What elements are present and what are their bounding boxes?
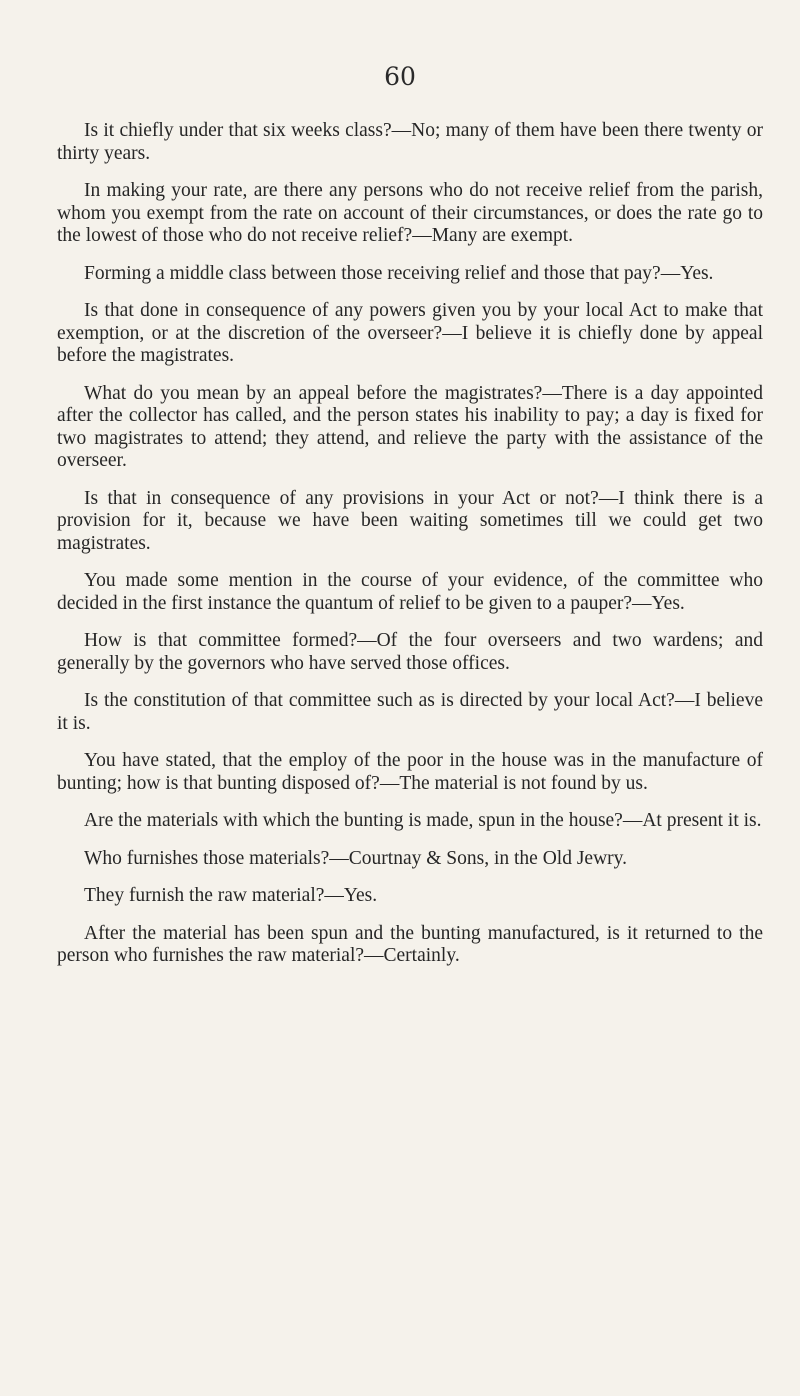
paragraph: Is the constitution of that committee such as is directed by your local Act?—I believe it is. xyxy=(57,690,763,734)
paragraph: How is that committee formed?—Of the four overseers and two wardens; and generally by the governors who have served those offices. xyxy=(57,630,763,674)
paragraph: You made some mention in the course of your evidence, of the committee who decided in the first instance the quantum of relief to be given to a pauper?—Yes. xyxy=(57,570,763,614)
paragraph: They furnish the raw material?—Yes. xyxy=(84,885,378,906)
paragraph: You have stated, that the employ of the poor in the house was in the manufacture of bunting; how is that bunting disposed of?—The material is not found by us. xyxy=(57,750,763,794)
paragraph: Are the materials with which the bunting is made, spun in the house?—At present it is. xyxy=(84,810,762,831)
paragraph: Is that in consequence of any provisions in your Act or not?—I think there is a provision for it, because we have been waiting sometimes till we could get two magistrates. xyxy=(57,487,763,554)
testimony-text xyxy=(57,120,763,983)
paragraph: Is it chiefly under that six weeks class?—No; many of them have been there twenty or thirty years. xyxy=(57,120,763,164)
page-number: 60 xyxy=(384,62,416,91)
paragraph: In making your rate, are there any persons who do not receive relief from the parish, whom you exempt from the rate on account of their circumstances, or does the rate go to the lowest of those who do not receive relief?—Many are exempt. xyxy=(57,180,763,246)
paragraph: Who furnishes those materials?—Courtnay & Sons, in the Old Jewry. xyxy=(84,847,628,869)
paragraph: What do you mean by an appeal before the magistrates?—There is a day appointed after the collector has called, and the person states his inability to pay; a day is fixed for two magistrates to attend; they attend, and relieve the party with the assistance of the overseer. xyxy=(57,382,763,471)
paragraph: Is that done in consequence of any powers given you by your local Act to make that exemption, or at the discretion of the overseer?—I believe it is chiefly done by appeal before the magistrates. xyxy=(57,300,763,366)
paragraph: Forming a middle class between those receiving relief and those that pay?—Yes. xyxy=(84,262,714,284)
paragraph: After the material has been spun and the bunting manufactured, is it returned to the person who furnishes the raw material?—Certainly. xyxy=(57,922,763,966)
